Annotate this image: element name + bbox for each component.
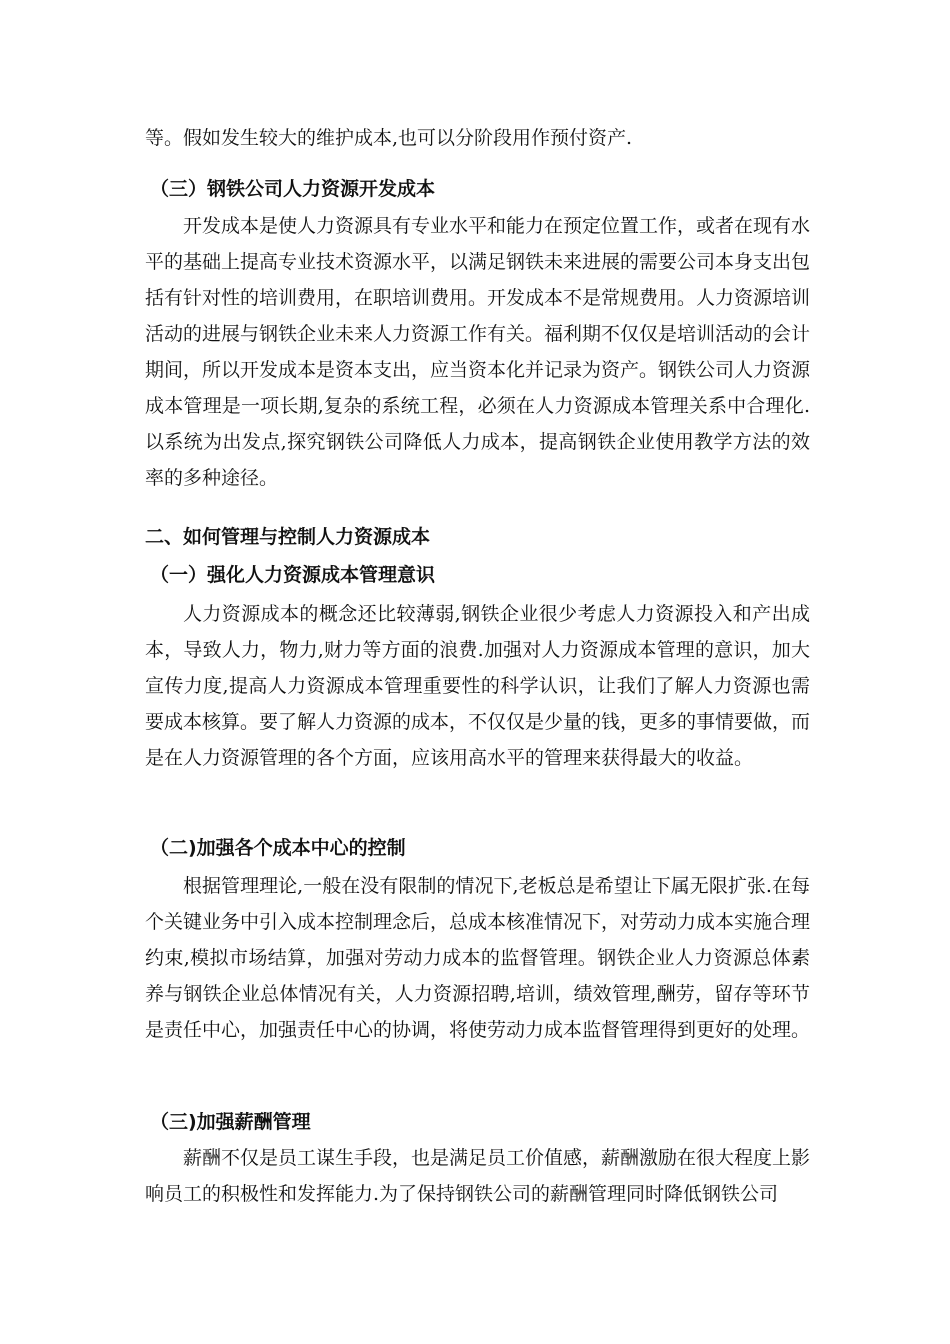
section-heading-development-cost: （三）钢铁公司人力资源开发成本 (150, 178, 436, 200)
paragraph-development-cost: 开发成本是使人力资源具有专业水平和能力在预定位置工作，或者在现有水平的基础上提高专业技术资源水平，以满足钢铁未来进展的需要公司本身支出包括有针对性的培训费用，在职培训费用。开发成本不是常规费用。人力资源培训活动的进展与钢铁企业未来人力资源工作有关。福利期不仅仅是培训活动的会计期间，所以开发成本是资本支出，应当资本化并记录为资产。钢铁公司人力资源成本管理是一项长期,复杂的系统工程，必须在人力资源成本管理关系中合理化.以系统为出发点,探究钢铁公司降低人力成本，提高钢铁企业使用教学方法的效率的多种途径。 (145, 215, 811, 489)
chapter-heading-manage-control: 二、如何管理与控制人力资源成本 (145, 526, 431, 548)
paragraph-salary: 薪酬不仅是员工谋生手段，也是满足员工价值感，薪酬激励在很大程度上影响员工的积极性和发挥能力.为了保持钢铁公司的薪酬管理同时降低钢铁公司 (145, 1147, 811, 1205)
section-heading-awareness: （一）强化人力资源成本管理意识 (150, 564, 436, 586)
paragraph-awareness: 人力资源成本的概念还比较薄弱,钢铁企业很少考虑人力资源投入和产出成本，导致人力，物力,财力等方面的浪费.加强对人力资源成本管理的意识，加大宣传力度,提高人力资源成本管理重要性的科学认识，让我们了解人力资源也需要成本核算。要了解人力资源的成本，不仅仅是少量的钱，更多的事情要做，而是在人力资源管理的各个方面，应该用高水平的管理来获得最大的收益。 (145, 603, 811, 769)
paragraph-continuation: 等。假如发生较大的维护成本,也可以分阶段用作预付资产. (145, 127, 633, 149)
section-heading-cost-center: （二)加强各个成本中心的控制 (150, 837, 406, 859)
paragraph-cost-center: 根据管理理论,一般在没有限制的情况下,老板总是希望让下属无限扩张.在每个关键业务中引入成本控制理念后，总成本核准情况下，对劳动力成本实施合理约束,模拟市场结算，加强对劳动力成本的监督管理。钢铁企业人力资源总体素养与钢铁企业总体情况有关，人力资源招聘,培训，绩效管理,酬劳，留存等环节是责任中心，加强责任中心的协调，将使劳动力成本监督管理得到更好的处理。 (145, 875, 811, 1041)
section-heading-salary: （三)加强薪酬管理 (150, 1111, 311, 1133)
